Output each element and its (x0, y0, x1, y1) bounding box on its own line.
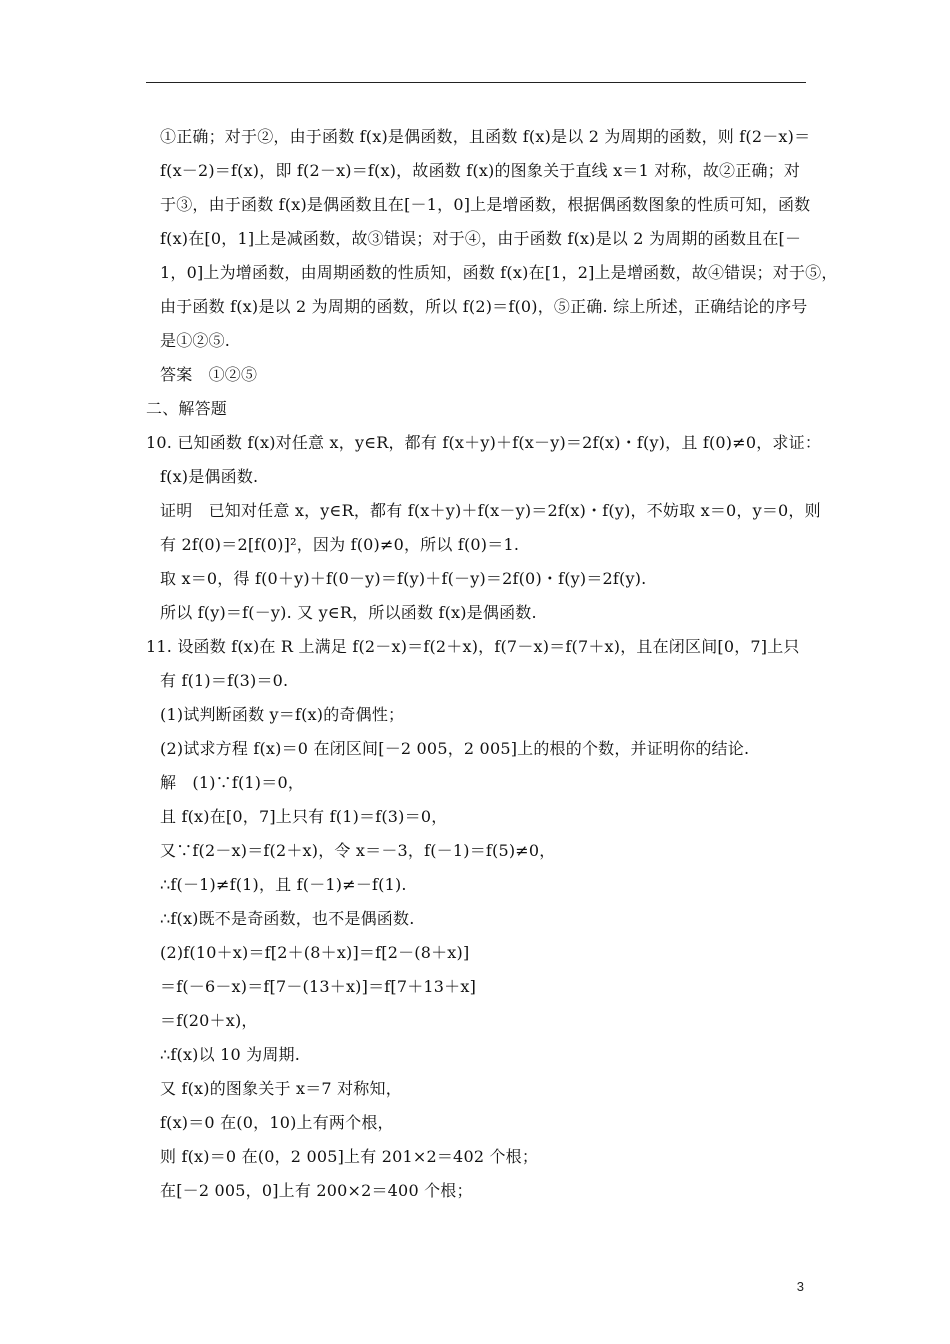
text-line: 有 f(1)＝f(3)＝0. (160, 671, 289, 690)
text-line: 则 f(x)＝0 在(0，2 005]上有 201×2＝402 个根； (160, 1147, 539, 1166)
text-line: 且 f(x)在[0，7]上只有 f(1)＝f(3)＝0， (160, 807, 448, 826)
page-number: 3 (796, 1279, 804, 1294)
text-line: ①正确；对于②，由于函数 f(x)是偶函数，且函数 f(x)是以 2 为周期的函数，则 f(2－x)＝ (160, 127, 811, 146)
text-line: 又 f(x)的图象关于 x＝7 对称知， (160, 1079, 402, 1098)
text-line: 1，0]上为增函数，由周期函数的性质知，函数 f(x)在[1，2]上是增函数，故④错误；对于⑤， (160, 263, 838, 282)
header-rule (146, 82, 806, 83)
text-line: (2)试求方程 f(x)＝0 在闭区间[－2 005，2 005]上的根的个数，并证明你的结论. (160, 739, 750, 758)
text-line: (1)试判断函数 y＝f(x)的奇偶性； (160, 705, 405, 724)
text-line: 是①②⑤. (160, 331, 231, 350)
text-line: 二、解答题 (146, 399, 228, 418)
text-line: f(x)是偶函数. (160, 467, 259, 486)
text-line: ∴f(－1)≠f(1)，且 f(－1)≠－f(1). (160, 875, 407, 894)
text-line: 所以 f(y)＝f(－y). 又 y∈R，所以函数 f(x)是偶函数. (160, 603, 537, 622)
text-line: f(x)在[0，1]上是减函数，故③错误；对于④，由于函数 f(x)是以 2 为周期的函数且在[－ (160, 229, 802, 248)
text-line: ＝f(－6－x)＝f[7－(13＋x)]＝f[7＋13＋x] (160, 977, 477, 996)
text-line: 取 x＝0，得 f(0＋y)＋f(0－y)＝f(y)＋f(－y)＝2f(0)・f(y)＝2f(y). (160, 569, 647, 588)
text-line: ∴f(x)以 10 为周期. (160, 1045, 301, 1064)
text-line: (2)f(10＋x)＝f[2＋(8＋x)]＝f[2－(8＋x)] (160, 943, 470, 962)
text-line: 又∵f(2－x)＝f(2＋x)，令 x＝－3，f(－1)＝f(5)≠0， (160, 841, 556, 860)
text-line: f(x)＝0 在(0，10)上有两个根， (160, 1113, 394, 1132)
text-line: 于③，由于函数 f(x)是偶函数且在[－1，0]上是增函数，根据偶函数图象的性质可知，函数 (160, 195, 811, 214)
document-body (146, 120, 838, 1208)
text-line: 证明 已知对任意 x，y∈R，都有 f(x＋y)＋f(x－y)＝2f(x)・f(y)，不妨取 x＝0，y＝0，则 (160, 501, 821, 520)
text-line: 有 2f(0)＝2[f(0)]²，因为 f(0)≠0，所以 f(0)＝1. (160, 535, 520, 554)
text-line: ＝f(20＋x)， (160, 1011, 258, 1030)
text-line: 由于函数 f(x)是以 2 为周期的函数，所以 f(2)＝f(0)，⑤正确. 综上所述，正确结论的序号 (160, 297, 808, 316)
text-line: 在[－2 005，0]上有 200×2＝400 个根； (160, 1181, 473, 1200)
text-line: 解 (1)∵f(1)＝0， (160, 773, 305, 792)
text-line: 答案 ①②⑤ (160, 365, 258, 384)
text-line: 11. 设函数 f(x)在 R 上满足 f(2－x)＝f(2＋x)，f(7－x)＝f(7＋x)，且在闭区间[0，7]上只 (146, 637, 800, 656)
text-line: 10. 已知函数 f(x)对任意 x，y∈R，都有 f(x＋y)＋f(x－y)＝2f(x)・f(y)，且 f(0)≠0，求证： (146, 433, 822, 452)
text-line: f(x－2)＝f(x)，即 f(2－x)＝f(x)，故函数 f(x)的图象关于直线 x＝1 对称，故②正确；对 (160, 161, 801, 180)
text-line: ∴f(x)既不是奇函数，也不是偶函数. (160, 909, 415, 928)
